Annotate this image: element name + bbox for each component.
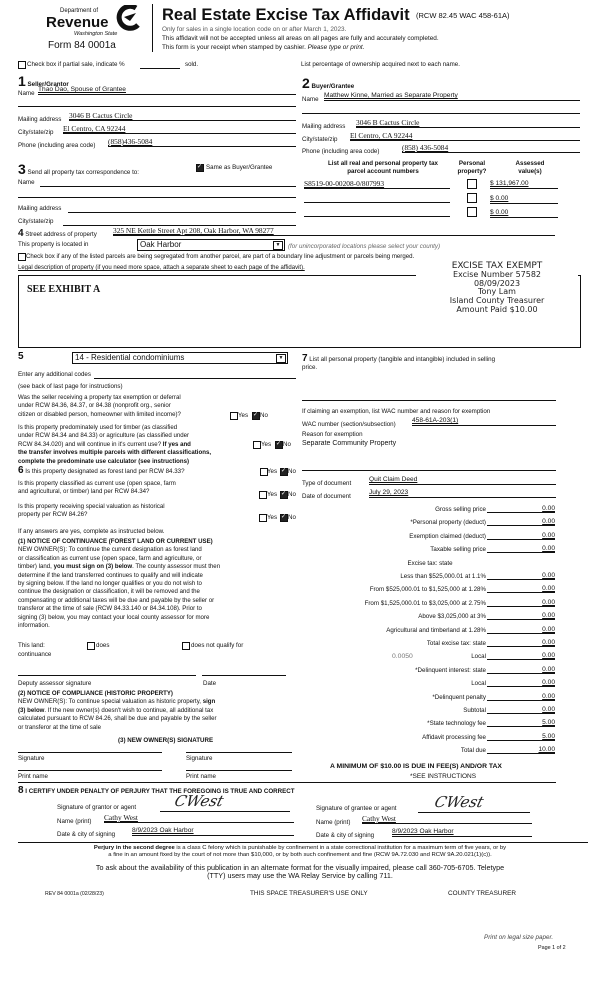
yes-label: Yes [238, 412, 249, 419]
timber-yes-checkbox[interactable] [253, 441, 261, 449]
state-text: Washington State [74, 31, 118, 37]
doc-date-label: Date of document [302, 493, 351, 500]
grantor-signature-field[interactable] [160, 811, 290, 812]
historical-yes-checkbox[interactable] [259, 514, 267, 522]
tax-row-value[interactable]: 5.00 [517, 719, 555, 727]
tax-row-value[interactable]: 0.00 [517, 666, 555, 674]
additional-codes-label: Enter any additional codes [18, 371, 91, 378]
seller-name-line2[interactable] [18, 106, 296, 107]
tax-row-value[interactable]: 0.00 [517, 612, 555, 620]
revision-code: REV 84 0001a (02/28/23) [45, 891, 104, 897]
certify-statement: 8 I CERTIFY UNDER PENALTY OF PERJURY THAT THE FOREGOING IS TRUE AND CORRECT [18, 785, 295, 796]
current-use-yes-checkbox[interactable] [259, 491, 267, 499]
section8-divider [18, 782, 556, 783]
tax-row-leader-line [487, 619, 517, 620]
tax-row-leader-line [487, 686, 517, 687]
grantee-signature-label: Signature of grantee or agent [316, 805, 397, 812]
does-qualify-checkbox[interactable] [87, 642, 95, 650]
reason-label: Reason for exemption [302, 431, 363, 438]
legal-description-label: Legal description of property (if you need more space, attach a separate sheet to each page of the affidavit). [18, 265, 305, 271]
no-label: No [283, 441, 291, 448]
seller-phone-field[interactable]: (858)436-5084 [108, 137, 296, 147]
seller-name-label: Name [18, 90, 35, 97]
does-label: does [96, 642, 110, 649]
located-note: (for unincorporated locations please select your county) [288, 243, 441, 250]
buyer-phone-label: Phone (including area code) [302, 148, 380, 155]
corr-mailing-field[interactable] [68, 212, 296, 213]
notice-of-continuance: (1) NOTICE OF CONTINUANCE (FOREST LAND OR CURRENT USE) NEW OWNER(S): To continue the current designation as forest land or classification as current use (open space, farm and agriculture, or timber) land, you must sign on (3) below. The county assessor must then determine if the land transferred continues to qualify and will indicate by signing below. If the land no longer qualifies or you do not wish to continue the designation or classification, it will be removed and the compensating or additional taxes will be due and payable by the seller or transferor at the time of sale (RCW 84.33.140 or 84.34.108). Prior to signing (3) below, you may contact your local county assessor for more information. [18, 538, 221, 630]
tax-row-value[interactable]: 0.00 [517, 505, 555, 513]
no-label: No [288, 491, 296, 498]
new-owner-signature-title: (3) NEW OWNER(S) SIGNATURE [118, 737, 214, 744]
buyer-name-label: Name [302, 96, 319, 103]
grantor-signature-label: Signature of grantor or agent [57, 804, 137, 811]
if-yes-note: If any answers are yes, complete as instructed below. [18, 528, 165, 535]
owner-print-name-field[interactable] [186, 770, 292, 771]
form-number: Form 84 0001a [48, 40, 116, 51]
this-land-label: This land: [18, 642, 45, 649]
tax-row-leader-line [487, 552, 517, 553]
header-divider [152, 4, 153, 52]
partial-sold-label: sold. [185, 61, 199, 68]
footer-divider [18, 842, 588, 843]
grantor-name-label: Name (print) [57, 818, 92, 825]
doc-date-field[interactable]: July 29, 2023 [369, 488, 556, 498]
tax-row-label: Affidavit processing fee [422, 733, 486, 741]
tax-row-label: Excise tax: state [407, 559, 453, 567]
section7-label: 7 List all personal property (tangible and intangible) included in selling [302, 353, 496, 364]
see-back-note: (see back of last page for instructions) [18, 383, 123, 390]
owner-signature-field[interactable] [186, 752, 292, 753]
tax-row-label: *Delinquent interest: state [415, 666, 486, 674]
revenue-logo-icon [114, 5, 142, 31]
grantor-date-label: Date & city of signing [57, 831, 116, 838]
tax-row-label: *Personal property (deduct) [410, 519, 486, 527]
tax-row-value[interactable]: 0.00 [517, 693, 555, 701]
page-title: Real Estate Excise Tax Affidavit [162, 6, 410, 24]
forest-no-checkbox[interactable] [280, 468, 288, 476]
seller-phone-label: Phone (including area code) [18, 142, 96, 149]
treasurer-use-label: THIS SPACE TREASURER'S USE ONLY [250, 890, 368, 897]
deputy-signature-field[interactable] [18, 675, 196, 676]
street-label: 4 Street address of property [18, 228, 97, 239]
doc-type-field[interactable]: Quit Claim Deed [369, 475, 556, 485]
notice-of-compliance: (2) NOTICE OF COMPLIANCE (HISTORIC PROPERTY) NEW OWNER(S): To continue special valuation as historic property, sign (3) below. If the new owner(s) doesn't wish to continue, all additional tax calculated pursuant to RCW 84.26, shall be due and payable by the seller or transferor at the time of sale [18, 690, 217, 731]
does-not-label: does not qualify for [191, 642, 244, 649]
street-address-field[interactable]: 325 NE Kettle Street Apt 208, Oak Harbor, WA 98277 [113, 226, 555, 236]
grantor-signature: CWest [172, 792, 226, 810]
tax-row-label: Total due [460, 747, 486, 755]
personal-property-checkbox[interactable] [467, 193, 477, 203]
print-name-label: Print name [186, 773, 216, 780]
additional-codes-field[interactable] [94, 378, 296, 379]
section7-label2: price. [302, 364, 318, 371]
tax-row-leader-line [487, 659, 517, 660]
does-not-qualify-checkbox[interactable] [182, 642, 190, 650]
use-code-select[interactable] [72, 352, 288, 364]
timber-no-checkbox[interactable] [275, 441, 283, 449]
seller-name-field[interactable]: Thao Dao, Spouse of Grantee [38, 85, 296, 95]
historical-question: Is this property receiving special valuation as historical property per RCW 84.26? [18, 503, 165, 519]
chevron-down-icon: ▼ [276, 354, 286, 363]
tax-row-leader-line [487, 673, 517, 674]
tax-row-value[interactable]: 0.00 [517, 545, 555, 553]
minimum-due-notice: A MINIMUM OF $10.00 IS DUE IN FEE(S) AND/OR TAX [330, 763, 502, 770]
yes-label: Yes [267, 514, 278, 521]
see-instructions: *SEE INSTRUCTIONS [410, 773, 477, 780]
tax-row-leader-line [487, 512, 517, 513]
exemption-yes-checkbox[interactable] [230, 412, 238, 420]
owner-print-name-field[interactable] [18, 770, 162, 771]
tax-row-leader-line [487, 726, 517, 727]
wac-label: WAC number (section/subsection) [302, 421, 396, 428]
grantee-name-label: Name (print) [316, 819, 351, 826]
parcel-number-field[interactable] [304, 202, 450, 203]
local-rate: 0.0050 [392, 653, 413, 661]
no-label: No [288, 468, 296, 475]
alt-format-notice: To ask about the availability of this publication in an alternate format for the visually impaired, please call 360-705-6705. Teletype [95, 863, 505, 872]
historical-no-checkbox[interactable] [280, 514, 288, 522]
same-as-buyer-checkbox[interactable] [196, 164, 204, 172]
partial-sale-label: Check box if partial sale, indicate % [27, 61, 125, 68]
tax-row-label: Local [471, 653, 486, 661]
tax-row-label: Subtotal [463, 707, 486, 714]
same-as-buyer-label: Same as Buyer/Grantee [206, 164, 273, 171]
tax-row-leader-line [487, 713, 517, 714]
excise-exempt-stamp: EXCISE TAX EXEMPT Excise Number 57582 08/09/2023 Tony Lam Island County Treasurer Amount Paid $10.00 [416, 262, 578, 315]
deputy-date-field[interactable] [202, 675, 286, 676]
located-in-label: This property is located in [18, 241, 89, 248]
tax-row-label: From $1,525,000.01 to $3,025,000 at 2.75% [364, 599, 486, 607]
buyer-city-field[interactable]: El Centro, CA 92244 [350, 131, 580, 141]
assessed-value-field[interactable]: $ 0.00 [490, 208, 558, 218]
revenue-logo-text: Revenue [46, 14, 109, 31]
tax-row-leader-line [487, 740, 517, 741]
buyer-name-line2[interactable] [302, 113, 580, 114]
current-use-question: Is this property classified as current use (open space, farm and agricultural, or timber) land per RCW 84.34? [18, 480, 176, 496]
tax-row-label: Exemption claimed (deduct) [409, 532, 486, 540]
assessed-value-field[interactable]: $ 131,967.00 [490, 179, 558, 189]
parcel-number-field[interactable] [304, 216, 450, 217]
tax-row-leader-line [487, 606, 517, 607]
corr-name-label: Name [18, 179, 35, 186]
exemption-question: Was the seller receiving a property tax exemption or deferral under RCW 84.36, 84.37, or 84.38 (nonprofit org., senior citizen or disabled person, homeowner with limited income)? [18, 394, 181, 418]
deputy-label: Deputy assessor signature [18, 680, 92, 687]
exemption-claim-label: If claiming an exemption, list WAC number and reason for exemption [302, 408, 491, 415]
tax-row-value[interactable]: 10.00 [517, 746, 555, 754]
owner-signature-field[interactable] [18, 752, 162, 753]
parcel-col-header: List all real and personal property tax parcel account numbers [327, 160, 439, 175]
tax-row-label: Less than $525,000.01 at 1.1% [400, 573, 486, 580]
seller-city-field[interactable]: El Centro, CA 92244 [63, 124, 296, 134]
tax-row-leader-line [487, 753, 517, 754]
personal-property-checkbox[interactable] [467, 179, 477, 189]
county-treasurer-label: COUNTY TREASURER [448, 890, 516, 897]
tax-row-label: Agricultural and timberland at 1.28% [386, 626, 486, 634]
timber-question: Is this property predominately used for timber (as classified under RCW 84.34 and 84.33) or agriculture (as classified under RCW 84.34.020) and will continue in it's current use? If yes and the transfer involves multiple parcels with different classifications, complete the predominate use calculator (see instructions) [18, 424, 212, 465]
buyer-heading: 2 Buyer/Grantee [302, 75, 355, 91]
personal-col-header: Personal property? [457, 160, 487, 175]
assessed-value-field[interactable]: $ 0.00 [490, 194, 558, 204]
tax-row-leader-line [487, 646, 517, 647]
yes-label: Yes [267, 491, 278, 498]
grantee-date-label: Date & city of signing [316, 832, 375, 839]
dept-of-text: Department of [60, 8, 99, 14]
tax-row-label: Total excise tax: state [426, 640, 486, 647]
section5-num: 5 [18, 351, 24, 362]
buyer-name-field[interactable]: Matthew Kinne, Married as Separate Property [324, 91, 580, 101]
use-code-value: 14 - Residential condominiums [75, 353, 185, 362]
location-select[interactable] [137, 239, 285, 251]
wac-number-field[interactable]: 458-61A-203(1) [412, 416, 556, 426]
rcw-reference: (RCW 82.45 WAC 458-61A) [416, 11, 510, 20]
corr-name-field[interactable] [40, 186, 296, 187]
segregated-checkbox[interactable] [18, 253, 26, 261]
seller-heading: 1 Seller/Grantor [18, 73, 69, 89]
perjury-notice: Perjury in the second degree is a class C felony which is punishable by confinement in a state correctional institution for a maximum term of five years, or by [93, 845, 507, 851]
yes-label: Yes [267, 468, 278, 475]
corr-name-line2[interactable] [18, 197, 296, 198]
header-line3: This form is your receipt when stamped by cashier. Please type or print. [162, 44, 365, 51]
header-line2: This affidavit will not be accepted unless all areas on all pages are fully and accurately completed. [162, 35, 439, 42]
tax-row-value[interactable]: 0.00 [517, 572, 555, 580]
page-number: Page 1 of 2 [538, 945, 566, 951]
assessed-col-header: Assessed value(s) [515, 160, 545, 175]
ownership-note: List percentage of ownership acquired next to each name. [301, 61, 460, 68]
corr-mailing-label: Mailing address [18, 205, 62, 212]
grantor-name-field[interactable]: Cathy West [104, 813, 294, 823]
tax-row-label: *State technology fee [427, 720, 486, 728]
tax-row-leader-line [487, 592, 517, 593]
reason-field[interactable]: Separate Community Property [302, 440, 397, 447]
signature-label: Signature [186, 755, 213, 762]
tax-row-value[interactable]: 0.00 [517, 532, 555, 540]
date-label: Date [203, 680, 217, 687]
doc-type-label: Type of document [302, 480, 352, 487]
tax-row-leader-line [487, 633, 517, 634]
alt-format-notice-2: (TTY) users may use the WA Relay Service by calling 711. [207, 871, 393, 880]
perjury-notice-2: a fine in an amount fixed by the court of not more than $10,000, or by both such confinement and fine (RCW 9A.72.030 and RCW 9A.20.021(1)(c)). [108, 852, 492, 858]
tax-row-value[interactable]: 0.00 [517, 599, 555, 607]
current-use-no-checkbox[interactable] [280, 491, 288, 499]
no-label: No [288, 514, 296, 521]
tax-row-label: Gross selling price [435, 506, 486, 513]
seller-mailing-label: Mailing address [18, 116, 62, 123]
tax-row-value[interactable]: 0.00 [517, 706, 555, 714]
corr-city-label: City/state/zip [18, 218, 54, 225]
print-name-label: Print name [18, 773, 48, 780]
tax-row-value[interactable]: 5.00 [517, 733, 555, 741]
chevron-down-icon: ▼ [273, 241, 283, 250]
correspondence-heading: 3 Send all property tax correspondence to: [18, 161, 139, 177]
tax-row-label: Local [471, 680, 486, 688]
seller-city-label: City/state/zip [18, 129, 54, 136]
location-select-value: Oak Harbor [140, 240, 182, 249]
partial-sale-checkbox[interactable] [18, 61, 26, 69]
grantee-signature-field[interactable] [418, 812, 530, 813]
seller-mailing-field[interactable]: 3046 B Cactus Circle [69, 111, 296, 121]
tax-row-value[interactable]: 0.00 [517, 518, 555, 526]
tax-row-value[interactable]: 0.00 [517, 652, 555, 660]
tax-row-leader-line [487, 525, 517, 526]
partial-percent-field[interactable] [140, 68, 180, 69]
grantor-date-field[interactable]: 8/9/2023 Oak Harbor [132, 826, 294, 836]
tax-row-label: *Delinquent penalty [432, 693, 486, 701]
no-label: No [260, 412, 268, 419]
yes-label: Yes [261, 441, 272, 448]
forest-question: 6 Is this property designated as forest land per RCW 84.33? [18, 465, 185, 476]
tax-row-label: From $525,000.01 to $1,525,000 at 1.28% [369, 586, 486, 594]
grantee-name-field[interactable]: Cathy West [362, 814, 532, 824]
header-line1: Only for sales in a single location code on or after March 1, 2023. [162, 26, 347, 33]
print-legal-note: Print on legal size paper. [484, 934, 554, 941]
buyer-mailing-field[interactable]: 3046 B Cactus Circle [356, 118, 580, 128]
buyer-phone-field[interactable]: (858) 436-5084 [402, 143, 580, 153]
parcel-number-field[interactable]: S8519-00-00208-0/807993 [304, 179, 450, 189]
tax-row-leader-line [487, 539, 517, 540]
personal-property-list-field[interactable] [302, 400, 556, 401]
segregated-label: Check box if any of the listed parcels are being segregated from another parcel, are part of a boundary line adjustment or parcels being merged. [26, 253, 415, 260]
personal-property-checkbox[interactable] [467, 207, 477, 217]
continuance-label: continuance [18, 651, 52, 658]
tax-row-label: Taxable selling price [430, 546, 486, 554]
reason-line[interactable] [302, 470, 556, 471]
legal-description-text: SEE EXHIBIT A [27, 284, 101, 295]
signature-label: Signature [18, 755, 45, 762]
buyer-city-label: City/state/zip [302, 136, 338, 143]
tax-row-value[interactable]: 0.00 [517, 585, 555, 593]
buyer-mailing-label: Mailing address [302, 123, 346, 130]
tax-row-leader-line [487, 579, 517, 580]
tax-row-value[interactable]: 0.00 [517, 626, 555, 634]
tax-row-value[interactable]: 0.00 [517, 639, 555, 647]
tax-row-value[interactable]: 0.00 [517, 679, 555, 687]
tax-row-leader-line [487, 700, 517, 701]
tax-row-label: Above $3,025,000 at 3% [418, 613, 486, 621]
exemption-no-checkbox[interactable] [252, 412, 260, 420]
grantee-signature: CWest [432, 793, 486, 811]
grantee-date-field[interactable]: 8/9/2023 Oak Harbor [392, 827, 532, 837]
